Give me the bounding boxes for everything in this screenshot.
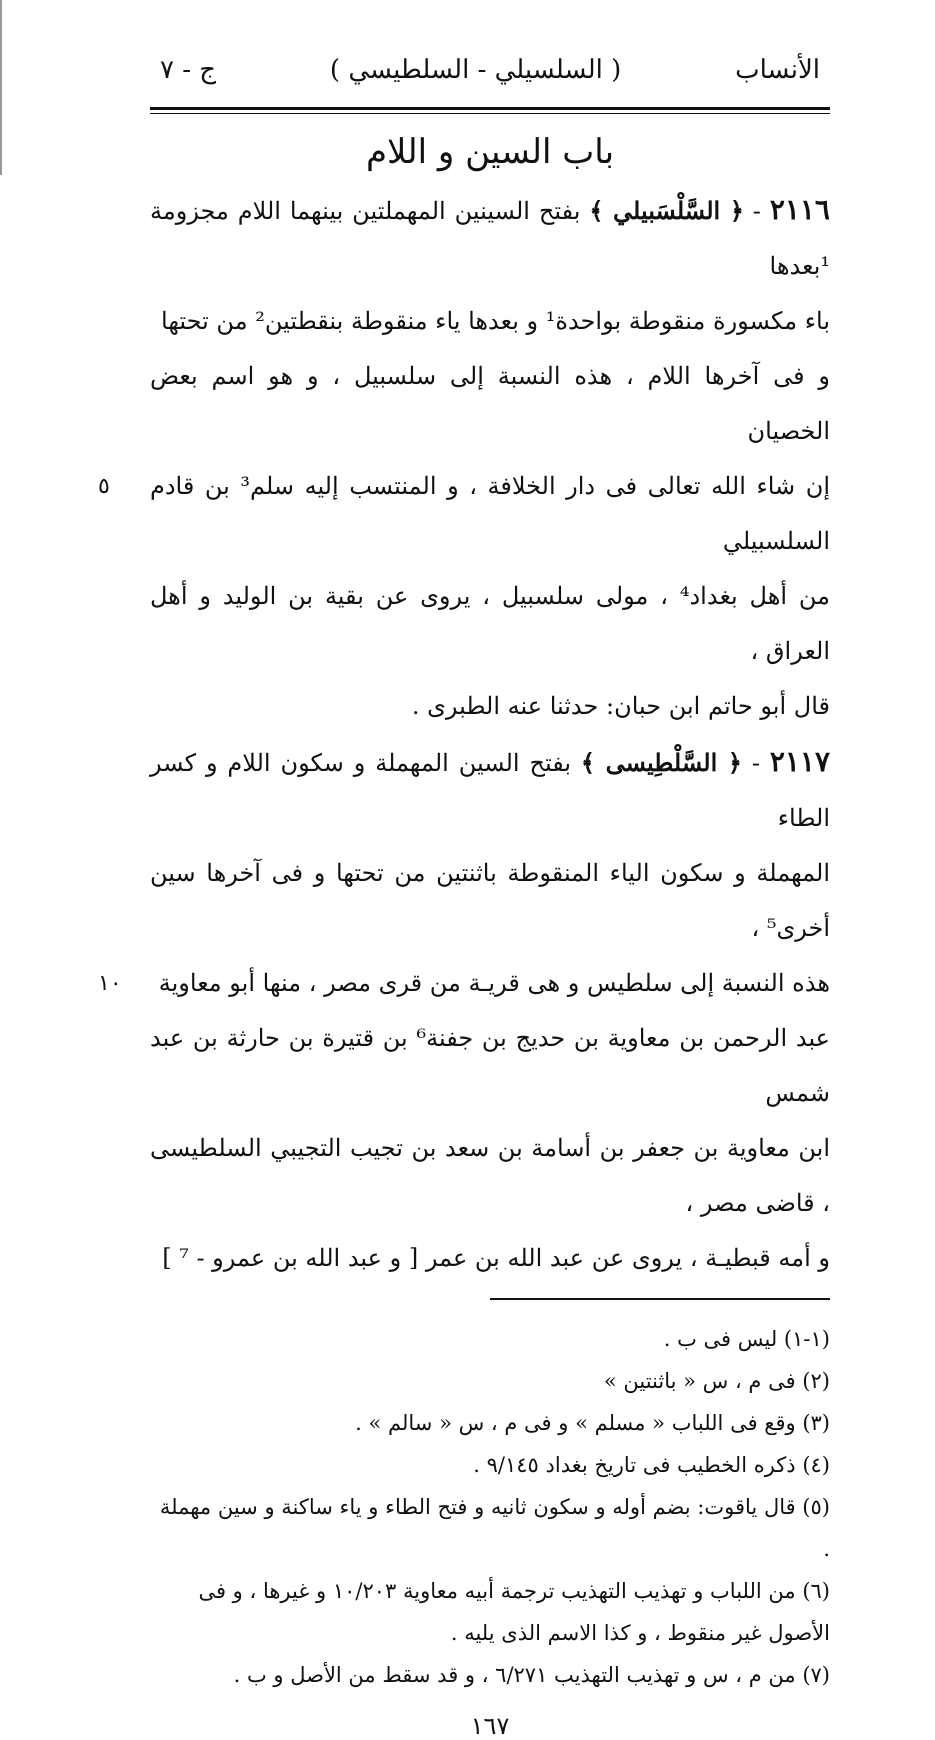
- entry-line: ٢١١٧ - ﴿ السَّلْطِيسى ﴾ بفتح السين المهملة و سكون اللام و كسر الطاء: [150, 745, 830, 832]
- entry-line: المهملة و سكون الياء المنقوطة باثنتين من تحتها و فى آخرها سين أخرى⁵ ،: [150, 859, 830, 942]
- entry-number: ٢١١٦: [769, 193, 830, 226]
- entry-line: و فى آخرها اللام ، هذه النسبة إلى سلسبيل ، و هو اسم بعض الخصيان: [150, 362, 830, 445]
- entry-number: ٢١١٧: [769, 745, 830, 778]
- section-title: باب السين و اللام: [365, 132, 615, 172]
- entry-term: ﴿ السَّلْطِيسى ﴾: [580, 748, 742, 777]
- entry-line: و أمه قبطيـة ، يروى عن عبد الله بن عمر [ و عبد الله بن عمرو - ⁷ ]: [162, 1244, 830, 1272]
- footnote: (٦) من اللباب و تهذيب التهذيب ترجمة أبيه معاوية ١٠/٢٠٣ و غيرها ، و فى الأصول غير منقوط ، و كذا الاسم الذى يليه .: [198, 1579, 830, 1645]
- header-rule: [150, 107, 830, 114]
- entry-text: بفتح السينين المهملتين بينهما اللام مجزومة ¹بعدها: [150, 197, 830, 280]
- footnote: (٤) ذكره الخطيب فى تاريخ بغداد ٩/١٤٥ .: [473, 1453, 830, 1477]
- footnote: (٥) قال ياقوت: بضم أوله و سكون ثانيه و فتح الطاء و ياء ساكنة و سين مهملة .: [159, 1495, 830, 1561]
- footnote: (٢) فى م ، س « باثنتين »: [603, 1369, 830, 1393]
- entry-line: [98, 956, 830, 1011]
- running-header: [150, 55, 830, 103]
- entry-line: عبد الرحمن بن معاوية بن حديج بن جفنة⁶ بن قتيرة بن حارثة بن عبد شمس: [150, 1024, 831, 1107]
- page-number: ١٦٧: [470, 1712, 510, 1740]
- header-volume: ج - ٧: [160, 55, 217, 85]
- footnotes: [150, 1318, 830, 1696]
- footnote: (٣) وقع فى اللباب « مسلم » و فى م ، س « سالم » .: [355, 1411, 830, 1435]
- page-edge-mark: [0, 0, 6, 175]
- entry-text: بفتح السين المهملة و سكون اللام و كسر الطاء: [150, 749, 830, 832]
- entry-term: ﴿ السَّلْسَبيلي ﴾: [589, 196, 744, 225]
- line-margin-number: ١٠: [98, 971, 122, 996]
- entry-text: هذه النسبة إلى سلطيس و هى قريـة من قرى مصر ، منها أبو معاوية: [158, 969, 830, 997]
- line-margin-number: ٥: [98, 474, 110, 499]
- footnote: (٧) من م ، س و تهذيب التهذيب ٦/٢٧١ ، و قد سقط من الأصل و ب .: [233, 1663, 830, 1687]
- header-book-title: الأنساب: [735, 55, 820, 85]
- header-entry-range: ( السلسيلي - السلطيسي ): [329, 55, 622, 85]
- footnote-rule: [490, 1298, 830, 1300]
- entry-line: ابن معاوية بن جعفر بن أسامة بن سعد بن تجيب التجيبي السلطيسى ، قاضى مصر ،: [150, 1134, 830, 1217]
- entry-2116: [98, 182, 831, 734]
- entry-2117: [98, 734, 831, 1286]
- entry-line: ٢١١٦ - ﴿ السَّلْسَبيلي ﴾ بفتح السينين المهملتين بينهما اللام مجزومة ¹بعدها: [150, 193, 830, 280]
- entry-line: [98, 459, 830, 569]
- entry-line: قال أبو حاتم ابن حبان: حدثنا عنه الطبرى .: [411, 692, 830, 720]
- entry-text: إن شاء الله تعالى فى دار الخلافة ، و المنتسب إليه سلم³ بن قادم السلسبيلي: [150, 472, 830, 555]
- document-page: [98, 55, 831, 1740]
- entry-line: من أهل بغداد⁴ ، مولى سلسبيل ، يروى عن بقية بن الوليد و أهل العراق ،: [150, 582, 831, 665]
- entry-line: باء مكسورة منقوطة بواحدة¹ و بعدها ياء منقوطة بنقطتين² من تحتها: [161, 307, 830, 335]
- footnote: (١-١) ليس فى ب .: [663, 1327, 830, 1351]
